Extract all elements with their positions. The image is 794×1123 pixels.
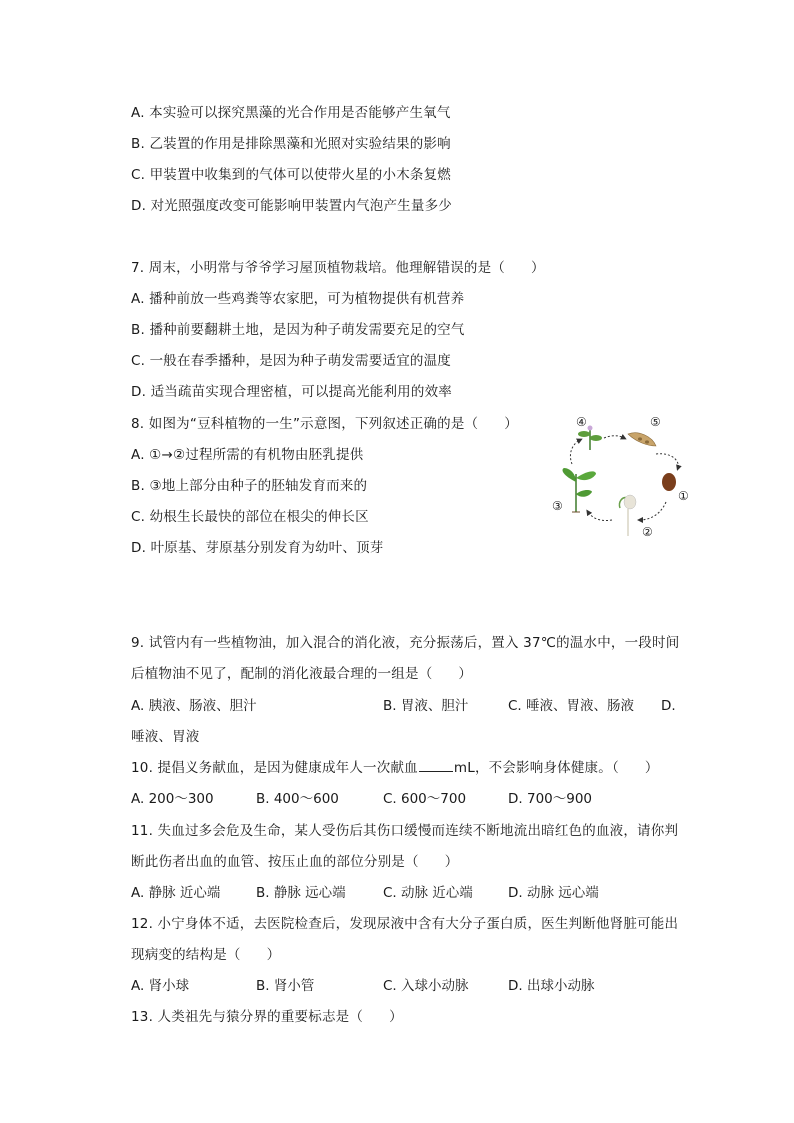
q6-option-c: C. 甲装置中收集到的气体可以使带火星的小木条复燃	[131, 167, 452, 183]
bean-pod-icon	[628, 433, 656, 446]
legume-life-cycle-figure	[548, 412, 704, 548]
q12-option-b: B. 肾小管	[256, 978, 315, 994]
figure-label-4: ④	[576, 415, 587, 429]
q10-option-d: D. 700～900	[508, 791, 593, 807]
arrow-2-to-3	[588, 512, 612, 521]
figure-label-3: ③	[552, 499, 563, 513]
q11-option-c: C. 动脉 近心端	[383, 885, 473, 901]
q11-option-d: D. 动脉 远心端	[508, 885, 599, 901]
q10-stem: 10. 提倡义务献血，是因为健康成年人一次献血 mL，不会影响身体健康。（ ）	[131, 760, 659, 776]
q8-stem: 8. 如图为“豆科植物的一生”示意图，下列叙述正确的是（ ）	[131, 416, 518, 432]
q8-option-b: B. ③地上部分由种子的胚轴发育而来的	[131, 478, 368, 494]
q7-option-d: D. 适当疏苗实现合理密植，可以提高光能利用的效率	[131, 384, 452, 400]
q12-stem-line2: 现病变的结构是（ ）	[131, 947, 281, 963]
q7-option-c: C. 一般在春季播种，是因为种子萌发需要适宜的温度	[131, 353, 452, 369]
q7-option-b: B. 播种前要翻耕土地，是因为种子萌发需要充足的空气	[131, 322, 465, 338]
q13-stem: 13. 人类祖先与猿分界的重要标志是（ ）	[131, 1009, 403, 1025]
q9-option-c: C. 唾液、胃液、肠液	[508, 698, 635, 714]
q7-option-a: A. 播种前放一些鸡粪等农家肥，可为植物提供有机营养	[131, 291, 465, 307]
seed-icon	[662, 473, 676, 491]
flowering-plant-icon	[578, 426, 602, 451]
germinating-seed-icon	[619, 495, 636, 536]
figure-label-1: ①	[678, 489, 689, 503]
q6-option-a: A. 本实验可以探究黑藻的光合作用是否能够产生氧气	[131, 105, 451, 121]
q6-option-b: B. 乙装置的作用是排除黑藻和光照对实验结果的影响	[131, 136, 451, 152]
q11-option-a: A. 静脉 近心端	[131, 885, 221, 901]
arrow-3-to-4	[570, 440, 580, 464]
q9-stem-line2: 后植物油不见了，配制的消化液最合理的一组是（ ）	[131, 666, 473, 682]
q10-option-b: B. 400～600	[256, 791, 339, 807]
q11-stem-line2: 断此伤者出血的血管、按压止血的部位分别是（ ）	[131, 854, 459, 870]
q12-stem-line1: 12. 小宁身体不适，去医院检查后，发现尿液中含有大分子蛋白质，医生判断他肾脏可能出	[131, 916, 679, 932]
arrow-5-to-1	[656, 454, 678, 468]
arrow-4-to-5	[604, 436, 624, 438]
figure-label-2: ②	[642, 525, 653, 539]
q8-option-d: D. 叶原基、芽原基分别发育为幼叶、顶芽	[131, 540, 384, 556]
q8-option-c: C. 幼根生长最快的部位在根尖的伸长区	[131, 509, 369, 525]
arrow-1-to-2	[640, 502, 666, 520]
seedling-icon	[563, 468, 597, 512]
q9-option-d: D.	[661, 698, 676, 714]
q10-blank	[419, 759, 453, 772]
q9-option-a: A. 胰液、肠液、胆汁	[131, 698, 257, 714]
figure-label-5: ⑤	[650, 415, 661, 429]
q11-option-b: B. 静脉 远心端	[256, 885, 346, 901]
q9-stem-line1: 9. 试管内有一些植物油，加入混合的消化液，充分振荡后，置入 37℃的温水中，一段时间	[131, 635, 680, 651]
q8-option-a: A. ①→②过程所需的有机物由胚乳提供	[131, 447, 364, 463]
q9-option-d-text: 唾液、胃液	[131, 729, 200, 745]
q7-stem: 7. 周末，小明常与爷爷学习屋顶植物栽培。他理解错误的是（ ）	[131, 260, 545, 276]
q9-option-b: B. 胃液、胆汁	[383, 698, 469, 714]
q11-stem-line1: 11. 失血过多会危及生命，某人受伤后其伤口缓慢而连续不断地流出暗红色的血液，请你判	[131, 823, 679, 839]
q6-option-d: D. 对光照强度改变可能影响甲装置内气泡产生量多少	[131, 198, 452, 214]
q12-option-d: D. 出球小动脉	[508, 978, 595, 994]
q12-option-a: A. 肾小球	[131, 978, 190, 994]
q10-option-a: A. 200～300	[131, 791, 214, 807]
q10-option-c: C. 600～700	[383, 791, 467, 807]
q12-option-c: C. 入球小动脉	[383, 978, 469, 994]
